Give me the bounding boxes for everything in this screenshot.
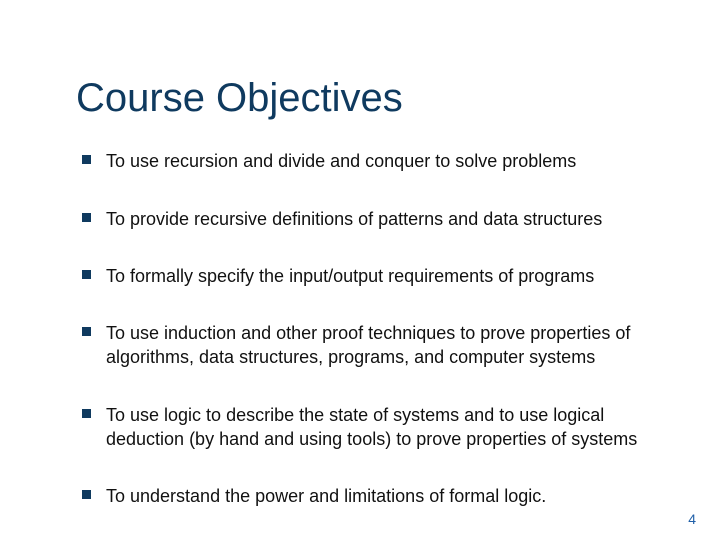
square-bullet-icon (82, 490, 91, 499)
square-bullet-icon (82, 155, 91, 164)
objective-text: To understand the power and limitations of formal logic. (106, 486, 547, 506)
square-bullet-icon (82, 327, 91, 336)
page-number: 4 (688, 511, 696, 527)
objective-text: To use logic to describe the state of systems and to use logical deduction (by hand and using tools) to prove properties of systems (106, 405, 638, 449)
square-bullet-icon (82, 270, 91, 279)
slide-title: Course Objectives (76, 76, 403, 120)
objective-text: To use induction and other proof techniques to prove properties of algorithms, data structures, programs, and computer systems (106, 323, 631, 367)
square-bullet-icon (82, 409, 91, 418)
objective-text: To use recursion and divide and conquer to solve problems (106, 151, 577, 171)
objective-text: To formally specify the input/output requirements of programs (106, 266, 595, 286)
square-bullet-icon (82, 213, 91, 222)
objective-text: To provide recursive definitions of patterns and data structures (106, 209, 603, 229)
